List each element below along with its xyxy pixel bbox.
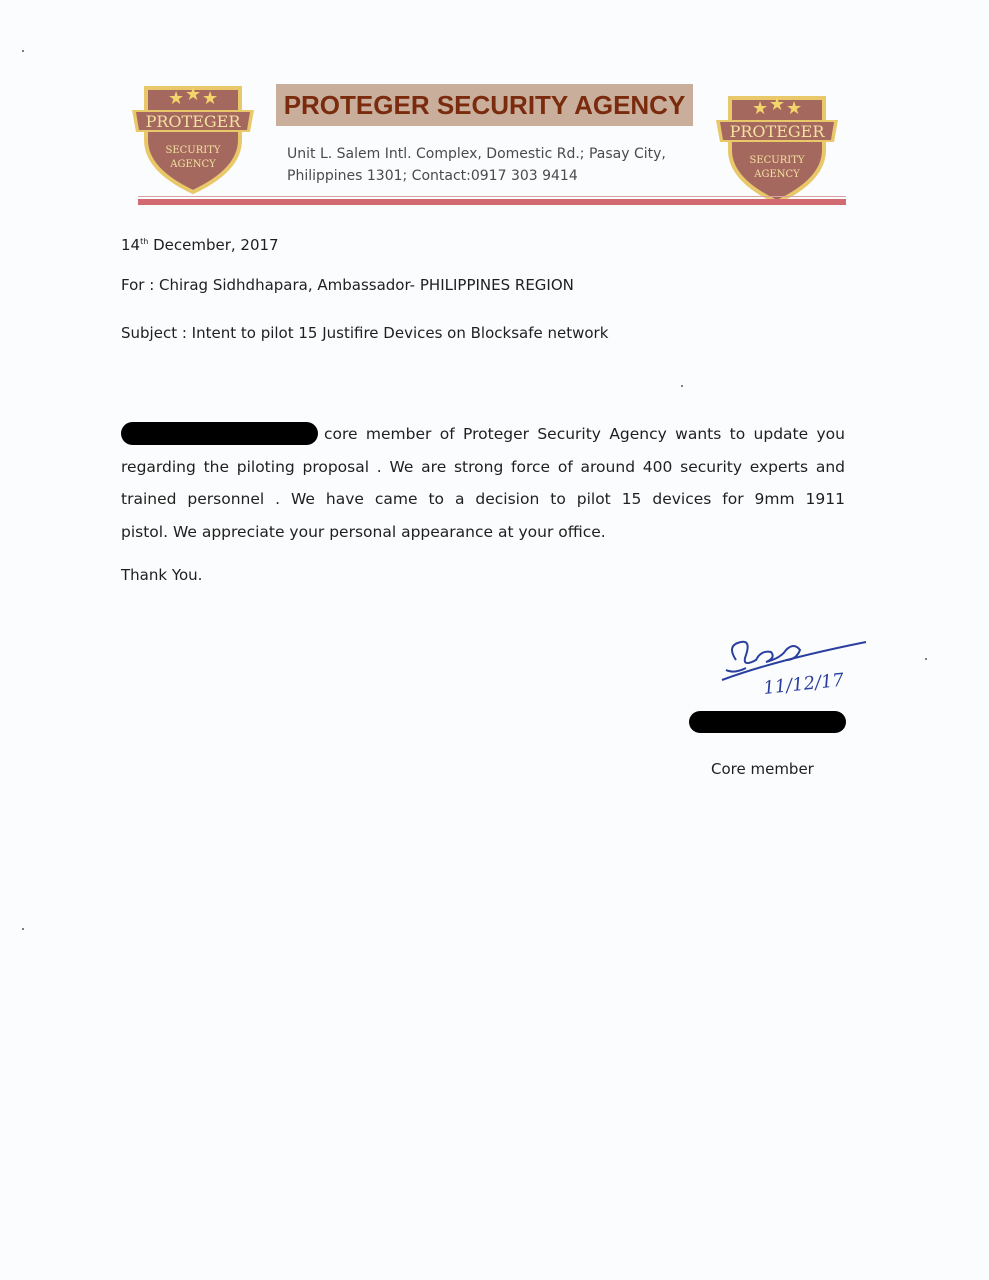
agency-badge-left-logo: [128, 70, 258, 195]
agency-address: [287, 143, 707, 187]
svg-text:11/12/17: 11/12/17: [762, 669, 845, 699]
scan-speck: [22, 928, 24, 930]
svg-text:★: ★: [786, 98, 803, 119]
scan-speck: [681, 385, 683, 387]
agency-badge-right-logo: [712, 80, 842, 205]
handwritten-signature: [716, 620, 876, 700]
svg-text:SECURITY: SECURITY: [165, 145, 221, 156]
svg-text:★: ★: [168, 88, 185, 109]
letter-closing: Thank You.: [121, 566, 203, 584]
scan-speck: [925, 658, 927, 660]
svg-text:AGENCY: AGENCY: [754, 169, 800, 180]
address-line-2: Philippines 1301; Contact:0917 303 9414: [287, 168, 578, 184]
body-line-3: trained personnel . We have came to a decision to pilot 15 devices for 9mm 1911: [121, 490, 845, 508]
signer-role: Core member: [711, 760, 814, 778]
body-line-2: regarding the piloting proposal . We are strong force of around 400 security experts and: [121, 457, 845, 476]
svg-text:★: ★: [752, 98, 769, 119]
letter-subject: Subject : Intent to pilot 15 Justifire Devices on Blocksafe network: [121, 324, 609, 342]
letterhead-divider: [138, 199, 846, 205]
redacted-name-block: [121, 422, 318, 445]
svg-text:PROTEGER: PROTEGER: [729, 122, 825, 141]
body-line-4: pistol. We appreciate your personal appearance at your office.: [121, 522, 606, 541]
body-line-1: core member of Proteger Security Agency wants to update you: [121, 418, 845, 451]
letter-date: 14th December, 2017: [121, 236, 279, 254]
address-line-1: Unit L. Salem Intl. Complex, Domestic Rd.; Pasay City,: [287, 146, 666, 162]
redacted-signer-name: [689, 711, 846, 733]
letterhead-divider-thin: [138, 196, 846, 197]
letter-body-paragraph: [121, 418, 845, 548]
svg-text:SECURITY: SECURITY: [749, 155, 805, 166]
svg-text:★: ★: [202, 88, 219, 109]
svg-text:PROTEGER: PROTEGER: [145, 112, 241, 131]
svg-text:★: ★: [185, 84, 202, 105]
scan-speck: [22, 50, 24, 52]
svg-text:★: ★: [769, 94, 786, 115]
svg-text:AGENCY: AGENCY: [170, 159, 216, 170]
letter-recipient: For : Chirag Sidhdhapara, Ambassador- PHILIPPINES REGION: [121, 276, 574, 294]
agency-name-banner: PROTEGER SECURITY AGENCY: [276, 84, 693, 126]
